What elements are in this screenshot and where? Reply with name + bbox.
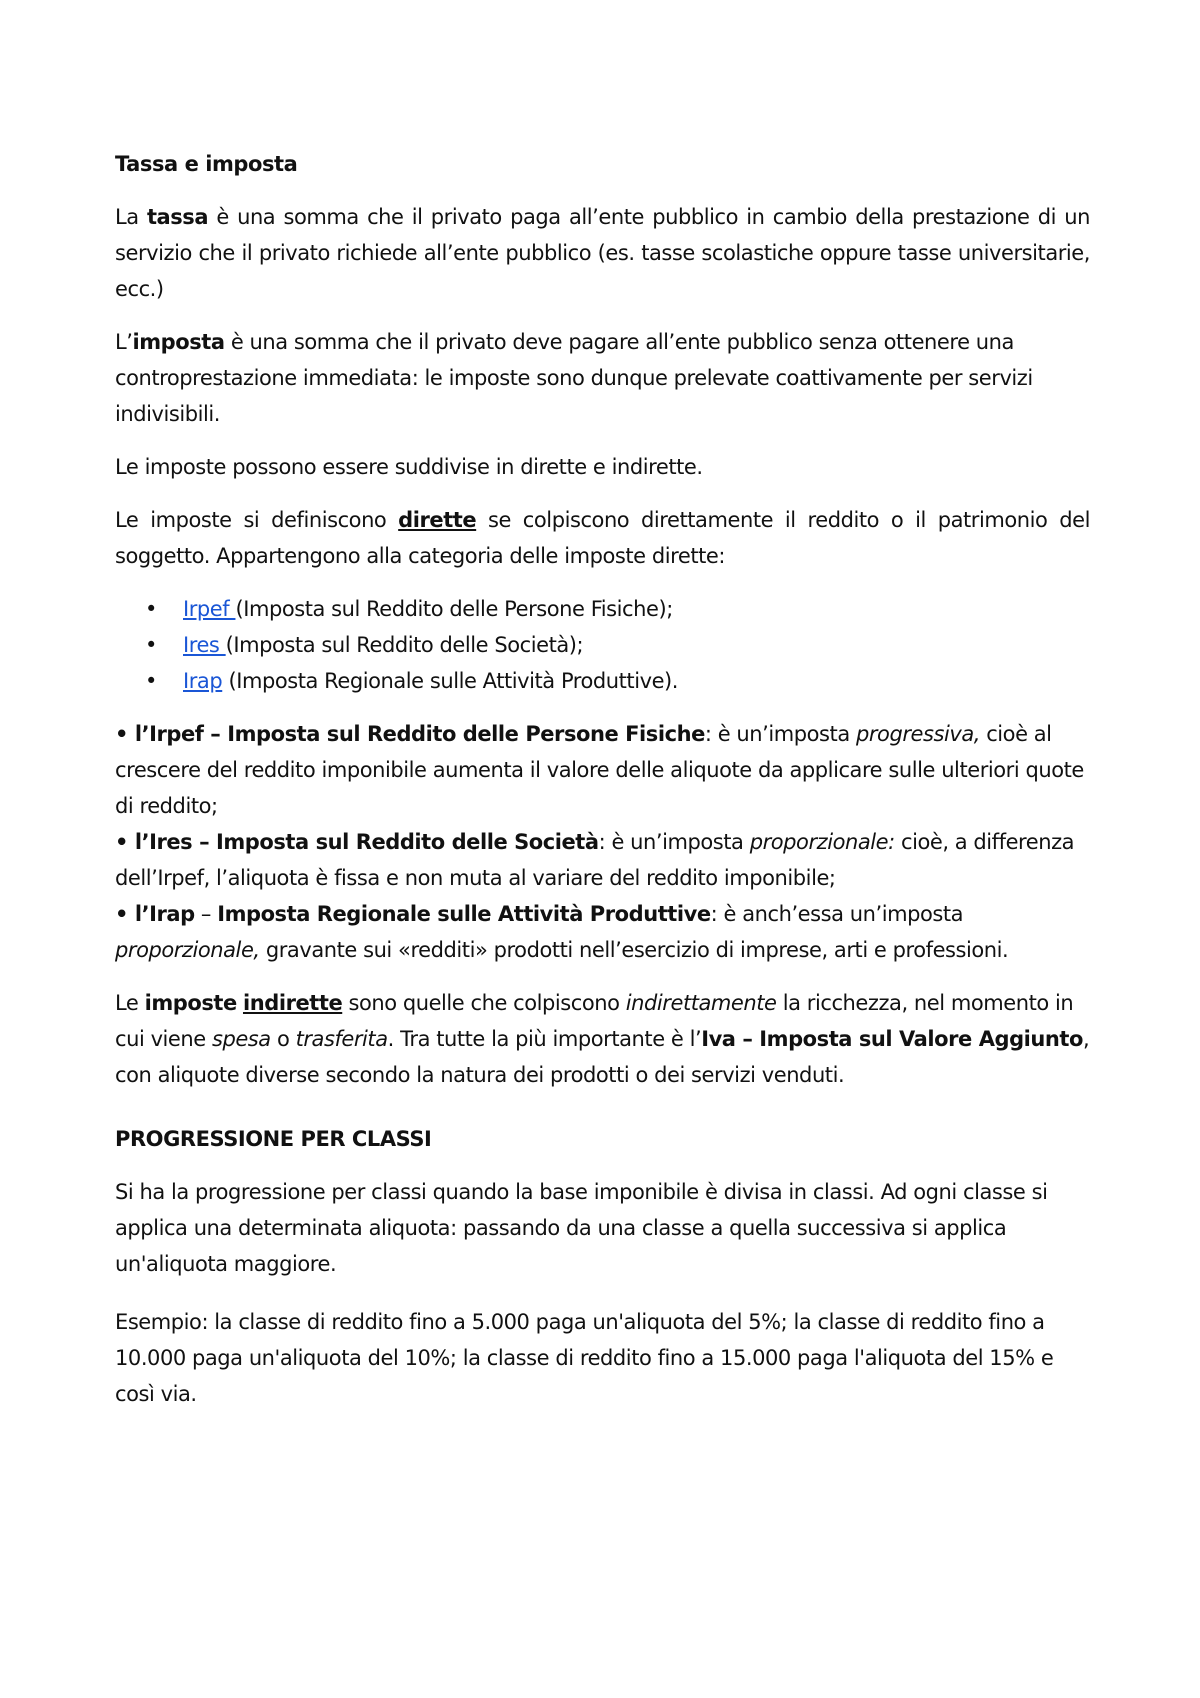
link-irpef[interactable]: Irpef	[183, 597, 236, 621]
document-title: Tassa e imposta	[115, 152, 298, 176]
text-run: L’	[115, 330, 133, 354]
paragraph-tassa	[115, 199, 1090, 307]
term-dirette: dirette	[398, 508, 477, 532]
list-item-text: (Imposta sul Reddito delle Società);	[225, 633, 584, 657]
direct-taxes-list	[115, 591, 1090, 699]
description-ires	[115, 824, 1090, 896]
term-imposte: imposte	[144, 991, 237, 1015]
bullet-text: • l’	[115, 830, 150, 854]
term-irap-full: Imposta Regionale sulle Attività Produttive	[217, 902, 711, 926]
text-run: cioè al crescere del reddito imponibile aumenta il valore delle aliquote da applicare sulle ulteriori quote di reddito;	[115, 722, 1084, 818]
text-run: : è un’imposta	[598, 830, 750, 854]
list-item-text: (Imposta sul Reddito delle Persone Fisiche);	[235, 597, 673, 621]
text-run: . Tra tutte la più importante è l’	[387, 1027, 702, 1051]
text-run: : è anch’essa un’imposta	[710, 902, 964, 926]
term-spesa: spesa	[211, 1027, 271, 1051]
text-run: , con aliquote diverse secondo la natura dei prodotti o dei servizi venduti.	[115, 1027, 1090, 1087]
bullet-text: • l’	[115, 722, 150, 746]
paragraph-dirette	[115, 502, 1090, 574]
term-indirettamente: indirettamente	[625, 991, 777, 1015]
term-irpef: Irpef – Imposta sul Reddito delle Persone Fisiche	[149, 722, 705, 746]
term-proporzionale: proporzionale:	[749, 830, 895, 854]
text-run: è una somma che il privato deve pagare all’ente pubblico senza ottenere una controprestazione immediata: le imposte sono dunque prelevate coattivamente per servizi indivisibili.	[115, 330, 1033, 426]
paragraph-indirette	[115, 985, 1090, 1093]
text-run: cioè, a differenza dell’Irpef, l’aliquota è fissa e non muta al variare del reddito imponibile;	[115, 830, 1075, 890]
text-run: se colpiscono direttamente il reddito o il patrimonio del soggetto. Appartengono alla categoria delle imposte dirette:	[115, 508, 1090, 568]
description-irap	[115, 896, 1090, 968]
term-progressiva: progressiva,	[855, 722, 980, 746]
link-ires[interactable]: Ires	[183, 633, 226, 657]
term-iva: Iva – Imposta sul Valore Aggiunto	[701, 1027, 1083, 1051]
text-run: La	[115, 205, 147, 229]
paragraph-progressione: Si ha la progressione per classi quando la base imponibile è divisa in classi. Ad ogni classe si applica una determinata aliquota: passando da una classe a quella successiva si applica un'aliquota maggiore.	[115, 1180, 1048, 1276]
list-item-text: (Imposta Regionale sulle Attività Produttive).	[222, 669, 679, 693]
term-proporzionale: proporzionale,	[115, 938, 260, 962]
list-item	[143, 627, 1090, 663]
term-ires: Ires – Imposta sul Reddito delle Società	[149, 830, 599, 854]
text-run: Le	[115, 991, 145, 1015]
text-run: : è un’imposta	[704, 722, 856, 746]
text-run: è una somma che il privato paga all’ente pubblico in cambio della prestazione di un servizio che il privato richiede all’ente pubblico (es. tasse scolastiche oppure tasse universitarie, ecc.)	[115, 205, 1090, 301]
term-imposta: imposta	[132, 330, 225, 354]
term-trasferita: trasferita	[295, 1027, 388, 1051]
text-run: gravante sui «redditi» prodotti nell’esercizio di imprese, arti e professioni.	[259, 938, 1009, 962]
list-item	[143, 591, 1090, 627]
text-run: la ricchezza, nel momento in cui viene	[115, 991, 1074, 1051]
text-run: –	[194, 902, 218, 926]
term-irap: Irap	[149, 902, 195, 926]
text-run: Le imposte si definiscono	[115, 508, 399, 532]
bullet-text: • l’	[115, 902, 150, 926]
link-irap[interactable]: Irap	[183, 669, 223, 693]
paragraph-esempio: Esempio: la classe di reddito fino a 5.000 paga un'aliquota del 5%; la classe di reddito fino a 10.000 paga un'aliquota del 10%; la classe di reddito fino a 15.000 paga l'aliquota del 15% e così via.	[115, 1310, 1054, 1406]
text-run: sono quelle che colpiscono	[342, 991, 626, 1015]
list-item	[143, 663, 1090, 699]
term-tassa: tassa	[146, 205, 209, 229]
section-heading: PROGRESSIONE PER CLASSI	[115, 1127, 432, 1151]
description-irpef	[115, 716, 1090, 824]
term-indirette: indirette	[242, 991, 343, 1015]
text-run: o	[270, 1027, 296, 1051]
paragraph-imposta	[115, 324, 1090, 432]
paragraph-suddivisione: Le imposte possono essere suddivise in dirette e indirette.	[115, 455, 703, 479]
